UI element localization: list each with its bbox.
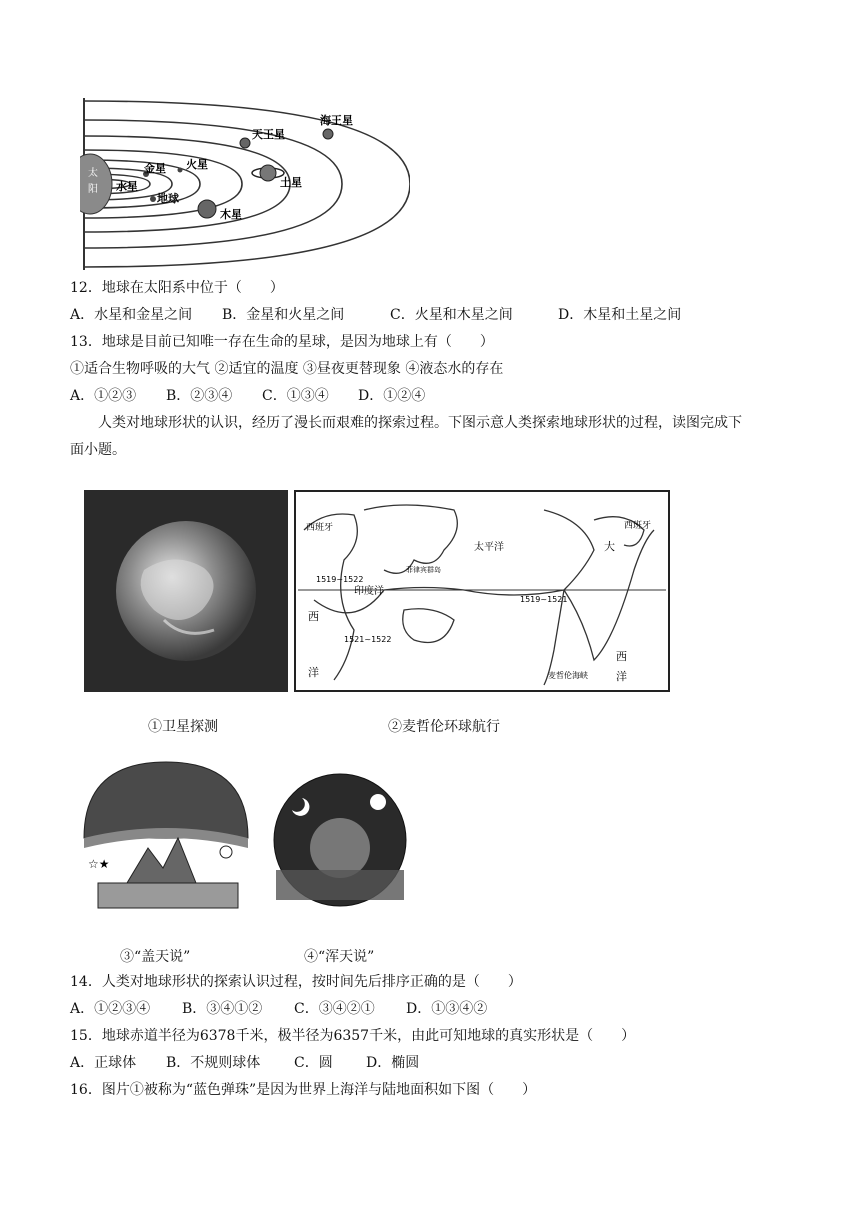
jupiter-label: 木星	[220, 208, 242, 221]
magellan-voyage-map	[294, 490, 670, 692]
q15-option-d[interactable]: D．椭圆	[366, 1055, 420, 1071]
map-spain-left: 西班牙	[306, 523, 334, 533]
q12-option-b[interactable]: B．金星和火星之间	[222, 307, 345, 323]
earth-label: 地球	[157, 192, 179, 205]
caption-2: ②麦哲伦环球航行	[388, 719, 500, 735]
q12-option-a[interactable]: A．水星和金星之间	[70, 307, 193, 323]
uranus-label: 天王星	[252, 128, 285, 141]
map-xi2: 西	[616, 650, 627, 663]
q13-stem: 13．地球是目前已知唯一存在生命的星球，是因为地球上有（ ）	[70, 334, 494, 350]
q15-option-c[interactable]: C．圆	[294, 1055, 333, 1071]
map-magellan-strait: 麦哲伦海峡	[548, 671, 588, 680]
caption-3: ③“盖天说”	[120, 949, 191, 965]
mars-label: 火星	[186, 158, 208, 171]
map-xi: 西	[308, 610, 319, 623]
q12-options	[70, 305, 681, 325]
mercury-label: 水星	[116, 180, 138, 193]
q13-option-d[interactable]: D．①②④	[358, 388, 426, 404]
map-yang2: 洋	[616, 670, 627, 683]
q14-option-d[interactable]: D．①③④②	[406, 1001, 488, 1017]
map-da: 大	[604, 540, 615, 553]
huntian-sphere-illustration	[270, 760, 410, 920]
map-pacific: 太平洋	[474, 542, 504, 553]
q13-option-b[interactable]: B．②③④	[166, 388, 233, 404]
map-indian: 印度洋	[354, 586, 384, 597]
q14-option-b[interactable]: B．③④①②	[182, 1001, 263, 1017]
q13-option-c[interactable]: C．①③④	[262, 388, 329, 404]
map-years-3: 1519~1521	[520, 595, 568, 604]
map-philippines: 菲律宾群岛	[406, 566, 441, 574]
q12-stem: 12．地球在太阳系中位于（ ）	[70, 280, 284, 296]
q12-option-d[interactable]: D．木星和土星之间	[558, 307, 682, 323]
q15-option-b[interactable]: B．不规则球体	[166, 1055, 261, 1071]
q14-option-a[interactable]: A．①②③④	[70, 1001, 151, 1017]
q15-option-a[interactable]: A．正球体	[70, 1055, 137, 1071]
sun-label-1: 太	[88, 168, 98, 179]
intro-line-2: 面小题。	[70, 442, 126, 458]
neptune-label: 海王星	[320, 114, 353, 127]
map-years-2: 1521~1522	[344, 635, 392, 644]
q14-option-c[interactable]: C．③④②①	[294, 1001, 375, 1017]
venus-label: 金星	[144, 162, 166, 175]
saturn-label: 土星	[280, 176, 302, 189]
q14-options	[70, 999, 487, 1019]
map-yang: 洋	[308, 666, 319, 679]
q15-options	[70, 1053, 419, 1073]
q14-stem: 14．人类对地球形状的探索认识过程，按时间先后排序正确的是（ ）	[70, 974, 522, 990]
q15-stem: 15．地球赤道半径为6378千米，极半径为6357千米，由此可知地球的真实形状是（ ）	[70, 1028, 636, 1044]
q13-items: ①适合生物呼吸的大气 ②适宜的温度 ③昼夜更替现象 ④液态水的存在	[70, 361, 504, 377]
q16-stem: 16．图片①被称为“蓝色弹珠”是因为世界上海洋与陆地面积如下图（ ）	[70, 1082, 537, 1098]
q13-options	[70, 386, 425, 406]
satellite-earth-photo	[84, 490, 288, 692]
caption-1: ①卫星探测	[148, 719, 218, 735]
stars-icon: ☆★	[88, 857, 110, 871]
caption-4: ④“浑天说”	[304, 949, 375, 965]
map-years-1: 1519~1522	[316, 575, 364, 584]
intro-line-1: 人类对地球形状的认识，经历了漫长而艰难的探索过程。下图示意人类探索地球形状的过程，读图完成下	[98, 415, 742, 431]
map-spain-right: 西班牙	[624, 521, 652, 531]
q12-option-c[interactable]: C．火星和木星之间	[390, 307, 513, 323]
gaitian-dome-illustration	[78, 758, 254, 920]
sun-label-2: 阳	[88, 184, 98, 195]
q13-option-a[interactable]: A．①②③	[70, 388, 137, 404]
solar-system-diagram	[80, 98, 410, 270]
